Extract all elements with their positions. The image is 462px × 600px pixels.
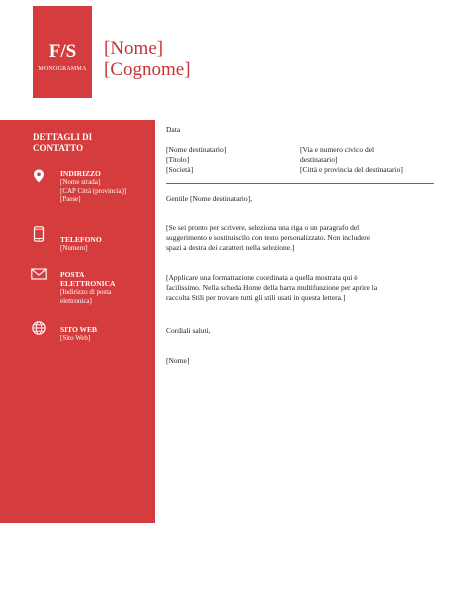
recipient-title[interactable]: [Titolo]: [166, 155, 190, 164]
globe-icon: [31, 320, 47, 336]
recipient-block: [166, 145, 226, 175]
phone-number[interactable]: [Numero]: [60, 244, 88, 252]
phone-lines: [60, 244, 152, 253]
address-street[interactable]: [Nome strada]: [60, 178, 101, 186]
email-address-line2[interactable]: elettronica]: [60, 296, 92, 305]
header-divider: [166, 183, 434, 184]
envelope-icon: [31, 266, 47, 282]
recipient-city[interactable]: [Città e provincia del destinatario]: [300, 165, 403, 174]
monogram-initials: F/S: [48, 41, 77, 62]
email-title-line2: ELETTRONICA: [60, 279, 116, 288]
email-lines: [60, 288, 152, 305]
salutation[interactable]: Gentile [Nome destinatario],: [166, 194, 253, 203]
mobile-phone-icon: [31, 226, 47, 242]
paragraph-1-line-3: spazi a destra dei caratteri nella selezione.]: [166, 243, 295, 252]
address-city[interactable]: [CAP Città (provincia)]: [60, 186, 127, 195]
recipient-name[interactable]: [Nome destinatario]: [166, 145, 227, 154]
phone-title: TELEFONO: [60, 235, 102, 244]
paragraph-1-line-2: suggerimento e sostituiscilo con testo personalizzato. Non includere: [166, 233, 371, 242]
contact-heading-line2: CONTATTO: [33, 143, 84, 153]
recipient-address-block: [300, 145, 403, 175]
name-header: [104, 38, 191, 80]
website-title: SITO WEB: [60, 325, 98, 334]
body-paragraph-1[interactable]: [166, 223, 438, 253]
monogram-label: MONOGRAMMA: [38, 66, 87, 72]
paragraph-2-line-1: [Applicare una formattazione coordinata a quella mostrata qui è: [166, 273, 358, 282]
contact-heading-line1: DETTAGLI DI: [33, 132, 93, 142]
recipient-street-line1[interactable]: [Via e numero civico del: [300, 145, 375, 154]
monogram-block: [33, 6, 92, 98]
website-lines: [60, 334, 152, 343]
address-title: INDIRIZZO: [60, 169, 101, 178]
email-title: [60, 270, 150, 288]
paragraph-2-line-2: facilissimo. Nella scheda Home della barra multifunzione per aprire la: [166, 283, 378, 292]
first-name[interactable]: [Nome]: [104, 38, 164, 59]
closing[interactable]: Cordiali saluti,: [166, 326, 211, 335]
website-url[interactable]: [Sito Web]: [60, 334, 91, 342]
contact-heading: [33, 132, 133, 154]
location-pin-icon: [31, 168, 47, 184]
email-address-line1[interactable]: [Indirizzo di posta: [60, 288, 112, 296]
email-title-line1: POSTA: [60, 270, 85, 279]
letter-date[interactable]: Data: [166, 125, 181, 134]
recipient-company[interactable]: [Società]: [166, 165, 194, 174]
contact-sidebar: [0, 120, 155, 523]
recipient-street-line2[interactable]: destinatario]: [300, 155, 338, 164]
address-lines: [60, 178, 152, 204]
paragraph-2-line-3: raccolta Stili per trovare tutti gli stili usati in questa lettera.]: [166, 293, 346, 302]
signature-name[interactable]: [Nome]: [166, 356, 190, 365]
address-country[interactable]: [Paese]: [60, 195, 81, 203]
body-paragraph-2[interactable]: [166, 273, 438, 303]
paragraph-1-line-1: [Se sei pronto per scrivere, seleziona una riga o un paragrafo del: [166, 223, 360, 232]
last-name[interactable]: [Cognome]: [104, 59, 191, 80]
